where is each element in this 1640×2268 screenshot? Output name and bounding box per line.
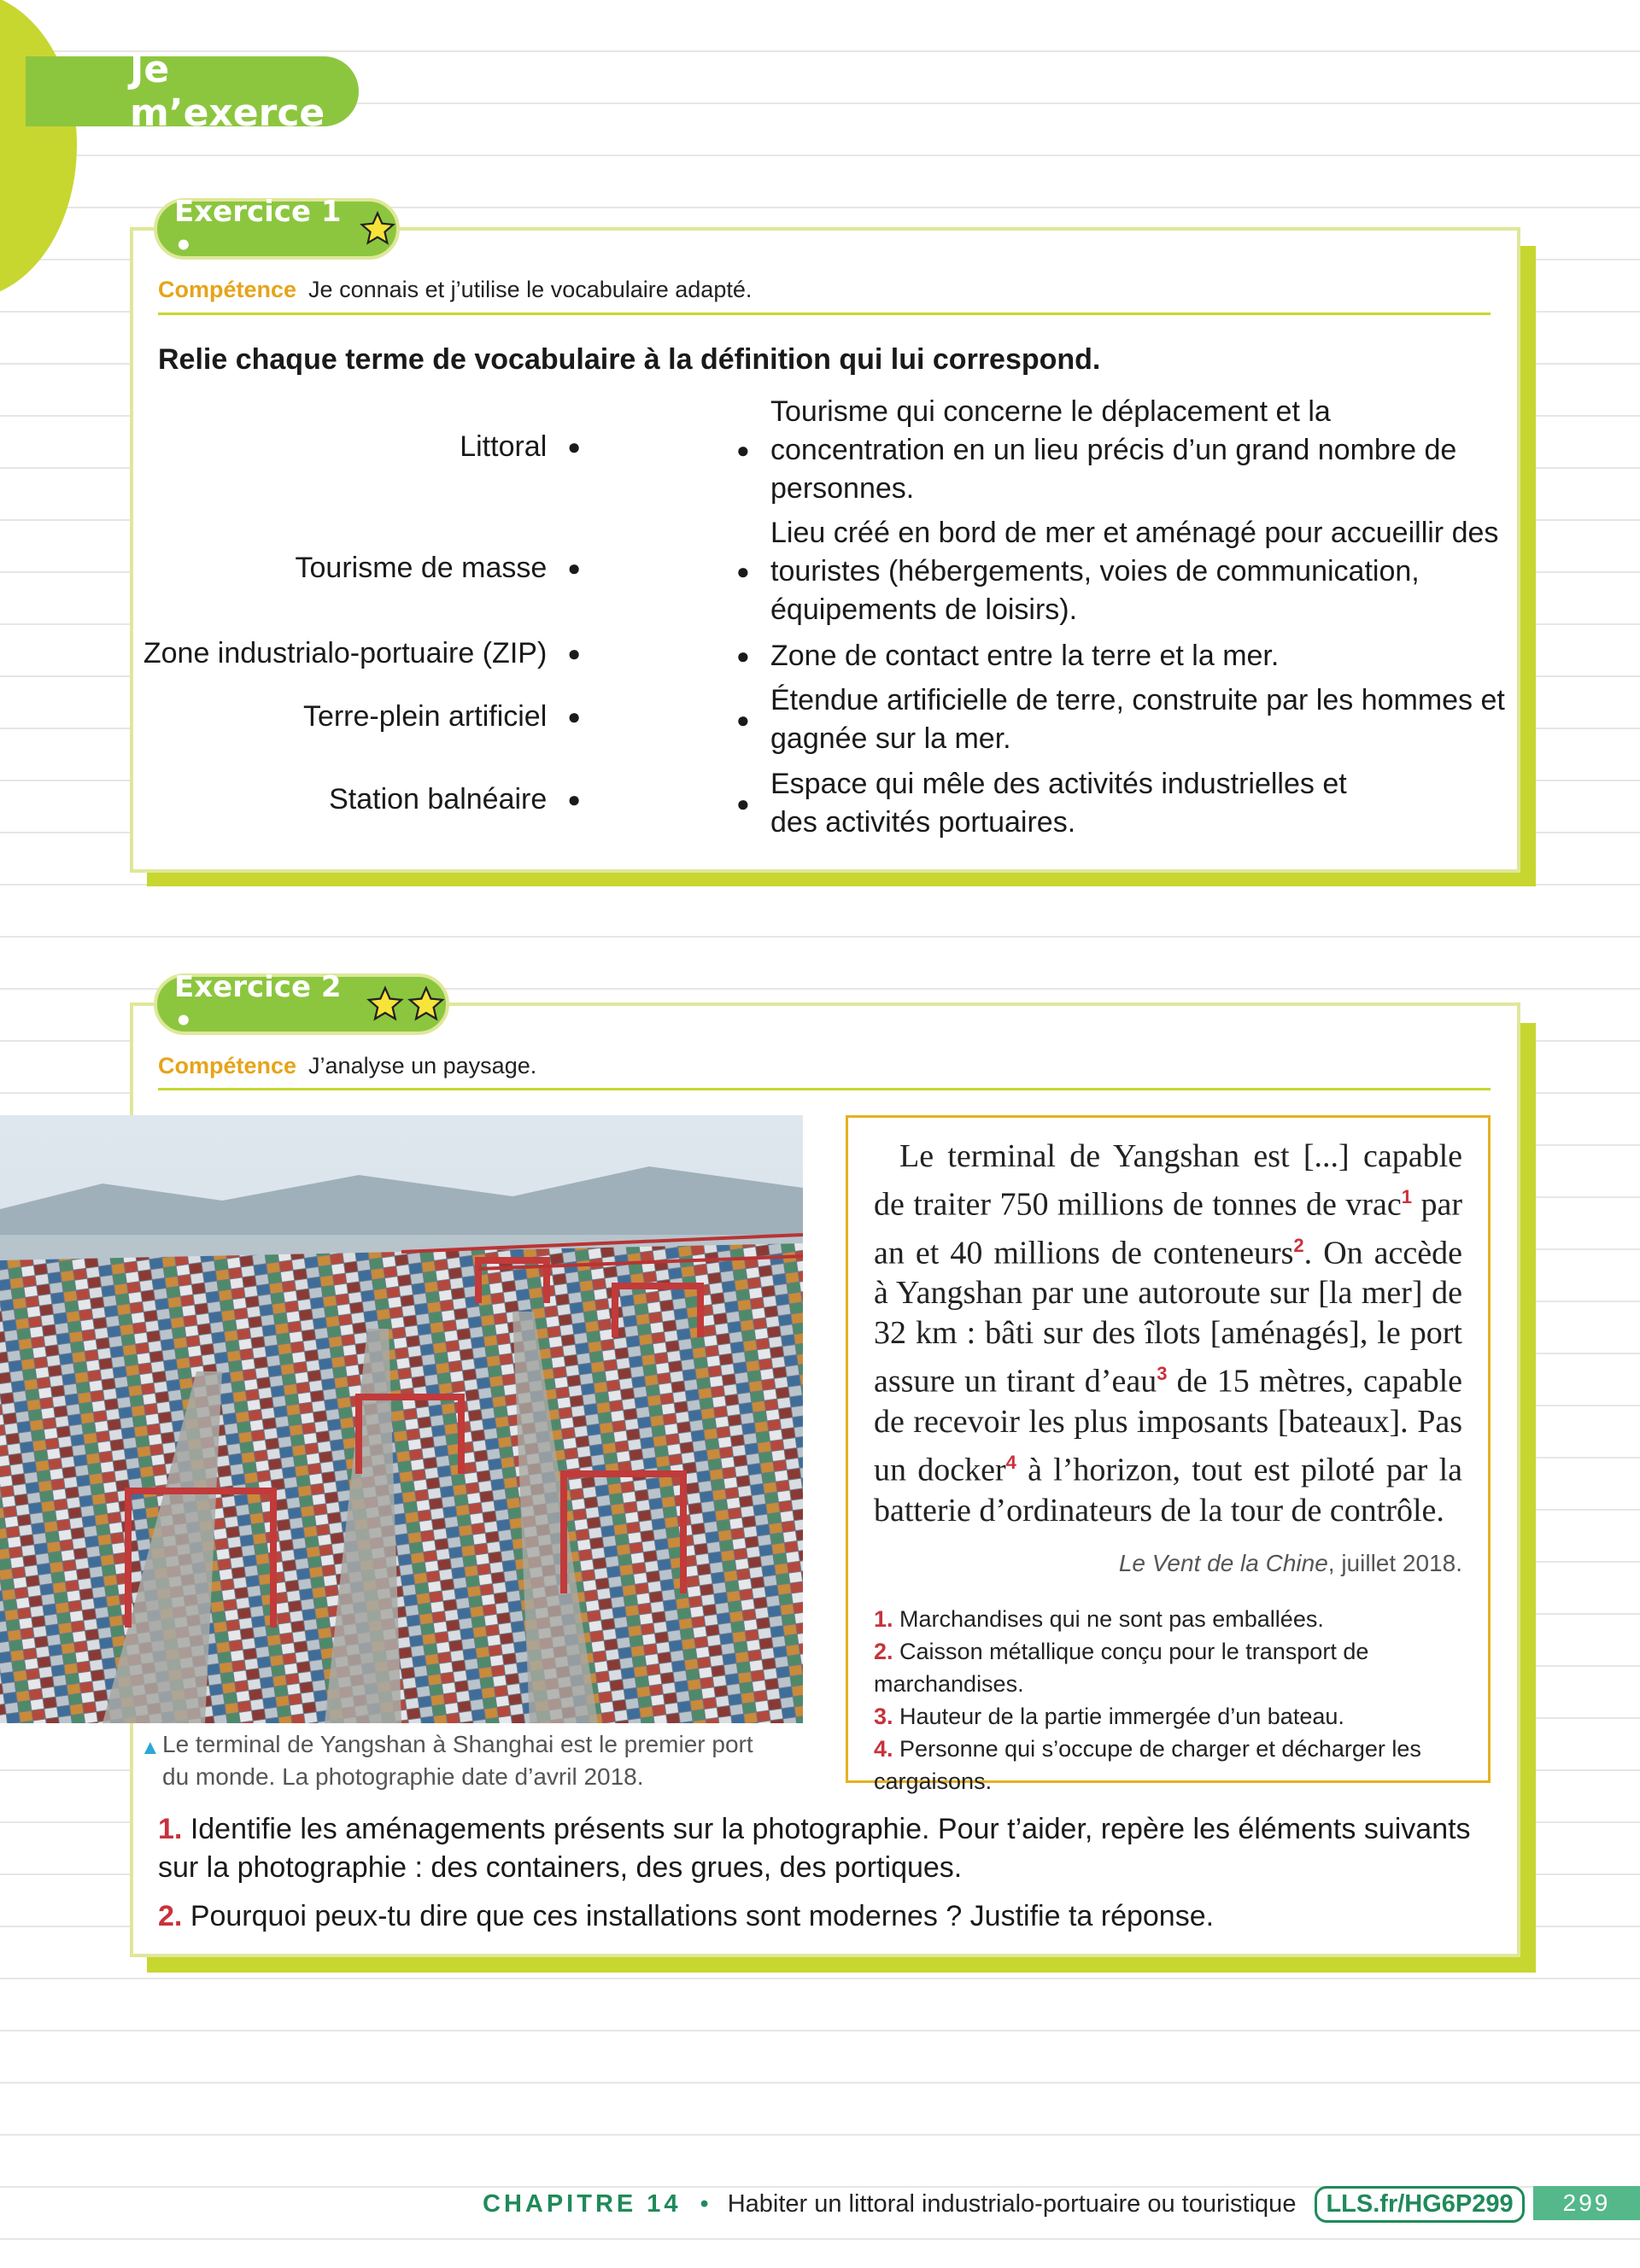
term-item[interactable]: Station balnéaire ● (329, 783, 581, 815)
footer-link[interactable]: LLS.fr/HG6P299 (1315, 2186, 1524, 2223)
port-photo (0, 1115, 803, 1723)
decorative-circle (0, 0, 77, 299)
exercise2-divider (158, 1088, 1491, 1090)
document-text-box (846, 1115, 1491, 1794)
definition-item[interactable]: ● Étendue artificielle de terre, construite par les hommes et gagnée sur la mer. (736, 684, 1505, 755)
page-footer (483, 2186, 1525, 2223)
exercise1-title-pill (154, 195, 400, 263)
link-dot[interactable]: ● (736, 437, 750, 463)
document-source: Le Vent de la Chine, juillet 2018. (1118, 1549, 1462, 1576)
footer-bullet: • (700, 2190, 709, 2218)
page-number: 299 (1533, 2186, 1640, 2220)
footnote: 3. Hauteur de la partie immergée d’un bateau. (874, 1703, 1344, 1729)
term-item[interactable]: Terre-plein artificiel ● (302, 700, 581, 733)
footnotes (874, 1603, 1462, 1797)
question-2: 2. Pourquoi peux-tu dire que ces installations sont modernes ? Justifie ta réponse. (158, 1900, 1215, 1932)
footer-title: Habiter un littoral industrialo-portuaire ou touristique (727, 2190, 1297, 2218)
photo-caption: ▲ Le terminal de Yangshan à Shanghai est le premier port du monde. La photographie date d’avril 2018. (140, 1731, 753, 1790)
section-header (26, 48, 359, 135)
competence-label: Compétence (158, 1053, 297, 1078)
footnote: 4. Personne qui s’occupe de charger et décharger les cargaisons. (874, 1735, 1421, 1794)
link-dot[interactable]: ● (567, 704, 581, 729)
footnote: 1. Marchandises qui ne sont pas emballées. (874, 1605, 1324, 1632)
link-dot[interactable]: ● (567, 555, 581, 581)
term-item[interactable]: Tourisme de masse ● (295, 552, 581, 584)
exercise1-title: Exercice 1 • (174, 195, 342, 263)
competence-text: Je connais et j’utilise le vocabulaire adapté. (308, 277, 753, 302)
exercise2-title-pill (154, 970, 449, 1038)
star-icon (407, 984, 446, 1025)
link-dot[interactable]: ● (567, 640, 581, 666)
link-dot[interactable]: ● (567, 434, 581, 459)
link-dot[interactable]: ● (736, 706, 750, 733)
footer-chapter: CHAPITRE 14 (483, 2190, 682, 2218)
triangle-icon: ▲ (140, 1736, 161, 1759)
term-item[interactable]: Littoral ● (460, 430, 581, 463)
star-icon (366, 984, 405, 1025)
definition-item[interactable]: ● Zone de contact entre la terre et la mer. (736, 637, 1505, 675)
exercise1-instruction: Relie chaque terme de vocabulaire à la définition qui lui correspond. (158, 343, 1101, 376)
exercise2-competence (158, 1053, 536, 1079)
term-item[interactable]: Zone industrialo-portuaire (ZIP) ● (143, 637, 581, 669)
competence-text: J’analyse un paysage. (308, 1053, 537, 1078)
link-dot[interactable]: ● (736, 558, 750, 584)
definition-item[interactable]: ● Lieu créé en bord de mer et aménagé pour accueillir des touristes (hébergements, voies de communication, équipements de loisirs). (736, 517, 1499, 626)
definition-item[interactable]: ● Tourisme qui concerne le déplacement et la concentration en un lieu précis d’un grand nombre de personnes. (736, 395, 1457, 505)
section-title: Je m’exerce (130, 48, 325, 135)
link-dot[interactable]: ● (567, 786, 581, 812)
question-1: 1. Identifie les aménagements présents sur la photographie. Pour t’aider, repère les éléments suivants sur la photographie : des containers, des grues, des portiques. (158, 1813, 1471, 1884)
link-dot[interactable]: ● (736, 790, 750, 816)
definition-item[interactable]: ● Espace qui mêle des activités industrielles et des activités portuaires. (736, 768, 1347, 839)
exercise1-competence (158, 277, 752, 303)
link-dot[interactable]: ● (736, 643, 750, 669)
document-quote: Le terminal de Yangshan est [...] capable de traiter 750 millions de tonnes de vrac$^1$ par an et 40 millions de conteneurs$^2$. On accède à Yangshan par une autoroute sur [la mer] de 32 km : bâti sur des îlots [aménagés], le port assure un tirant d’eau$^3$ de 15 mètres, capable de recevoir les plus imposants [bateaux]. Pas un docker$^4$ à l’horizon, tout est piloté par la batterie d’ordinateurs de la tour de contrôle. (874, 1138, 1462, 1529)
exercise1-divider (158, 313, 1491, 315)
competence-label: Compétence (158, 277, 297, 302)
footnote: 2. Caisson métallique conçu pour le transport de marchandises. (874, 1638, 1369, 1697)
exercise2-title: Exercice 2 • (174, 970, 342, 1038)
star-icon (359, 208, 396, 249)
port-photo-illustration (0, 1115, 803, 1723)
